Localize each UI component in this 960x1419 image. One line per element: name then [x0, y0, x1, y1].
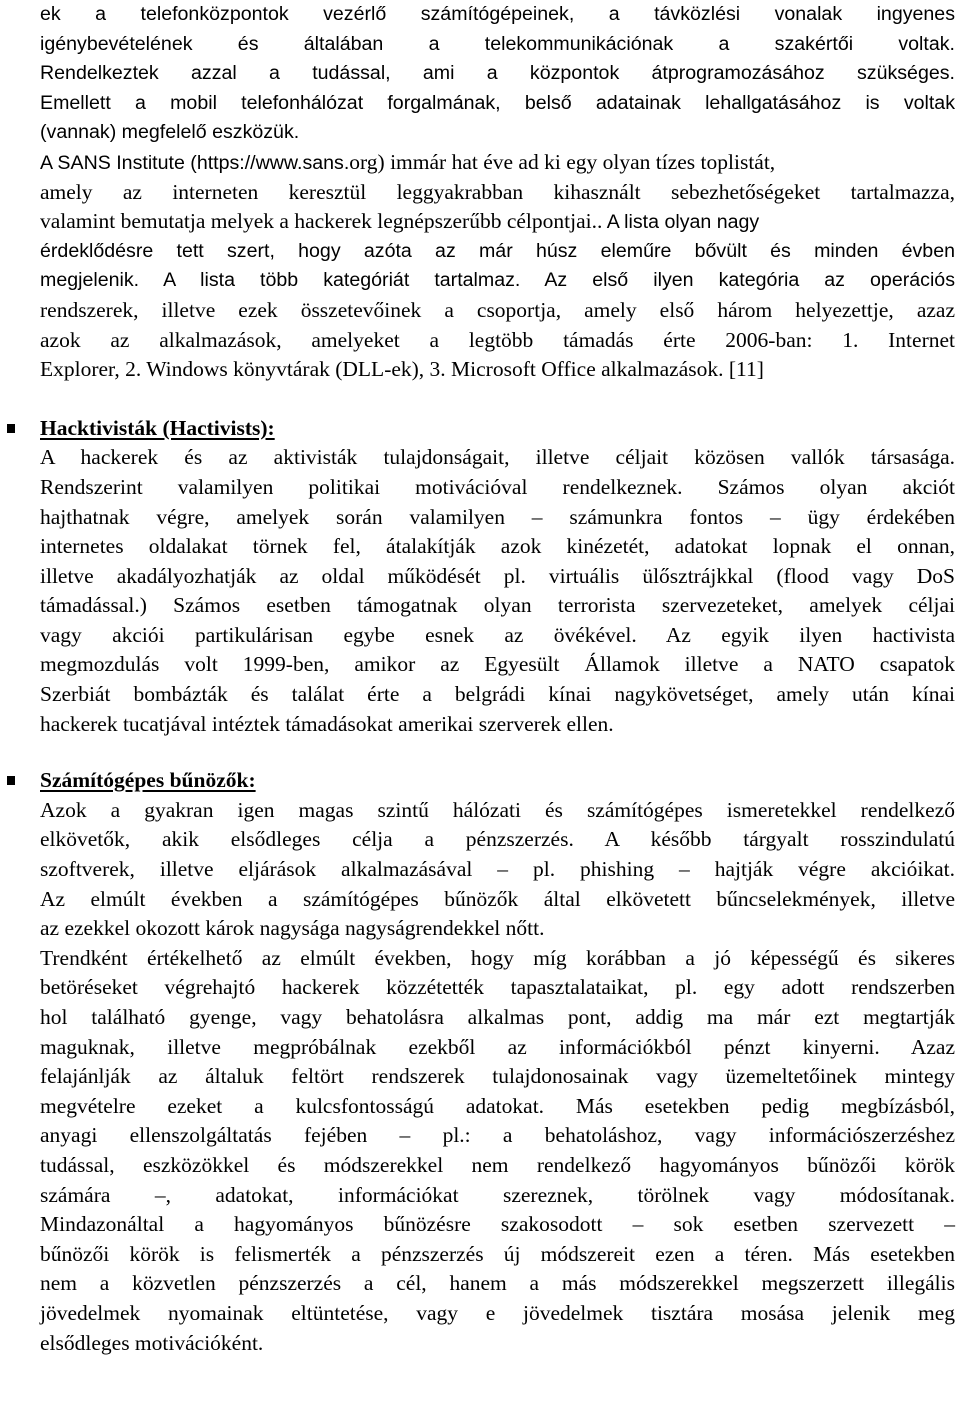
- toplist-text: org) immár hat éve ad ki egy olyan tízes toplistát,: [349, 149, 776, 174]
- intro-line: érdeklődésre tett szert, hogy azóta az már húsz eleműre bővült és minden évben: [40, 239, 955, 262]
- intro-line: megjelenik. A lista több kategóriát tartalmaz. Az első ilyen kategória az operációs: [40, 269, 955, 292]
- section-heading-cybercriminals: [40, 766, 955, 796]
- intro-line-mixed: [40, 148, 955, 178]
- section-title: Számítógépes bűnözők:: [40, 768, 256, 793]
- section-heading-hacktivists: [40, 414, 955, 444]
- hacktivists-line: hajthatnak végre, amelyek során valamilyen – számunkra fontos – ügy érdekében: [40, 504, 955, 529]
- criminals-line: számára –, adatokat, információkat szereznek, törölnek vagy módosítanak.: [40, 1182, 955, 1207]
- criminals-line: tudással, eszközökkel és módszerekkel nem rendelkező hagyományos bűnözői körök: [40, 1152, 955, 1177]
- hacktivists-line: támadással.) Számos esetben támogatnak olyan terrorista szervezeteket, amelyek céljai: [40, 593, 955, 618]
- criminals-line: bűnözői körök is felismerték a pénzszerzés új módszereit ezen a téren. Más esetekben: [40, 1241, 955, 1266]
- criminals-line: szoftverek, illetve eljárások alkalmazásával – pl. phishing – hajtják végre akcióikat.: [40, 857, 955, 882]
- criminals-line: felajánlják az általuk feltört rendszerek tulajdonosainak vagy üzemeltetőinek mintegy: [40, 1064, 955, 1089]
- intro-line: ek a telefonközpontok vezérlő számítógépeinek, a távközlési vonalak ingyenes: [40, 3, 955, 25]
- criminals-line: betöréseket végrehajtó hackerek közzétették tapasztalataikat, pl. egy adott rendszerben: [40, 975, 955, 1000]
- intro-line: azok az alkalmazások, amelyeket a legtöbb támadás érte 2006-ban: 1. Internet: [40, 327, 955, 352]
- targets-text: valamint bemutatja melyek a hackerek legnépszerűbb célpontjai..: [40, 209, 603, 234]
- list-interest-text: A lista olyan nagy: [602, 211, 760, 234]
- criminals-line: hol található gyenge, vagy behatolásra alkalmas pont, addig ma már ezt megtartják: [40, 1005, 955, 1029]
- criminals-line: nem a közvetlen pénzszerzés a cél, hanem a más módszerekkel megszerzett illegális: [40, 1271, 955, 1296]
- intro-line: Rendelkeztek azzal a tudással, ami a központok átprogramozásához szükséges.: [40, 62, 955, 85]
- criminals-line: Azok a gyakran igen magas szintű hálózati és számítógépes ismeretekkel rendelkező: [40, 797, 955, 822]
- hacktivists-line: hackerek tucatjával intéztek támadásokat amerikai szerverek ellen.: [40, 711, 614, 736]
- criminals-line: maguknak, illetve megpróbálnak ezekből az információkból pénzt kinyerni. Azaz: [40, 1034, 955, 1059]
- intro-line: igénybevételének és általában a telekommunikációnak a szakértői voltak.: [40, 32, 955, 55]
- hacktivists-line: Szerbiát bombázták és találat érte a belgrádi kínai nagykövetséget, amely után kínai: [40, 682, 955, 707]
- document-page: [40, 0, 955, 1358]
- criminals-line: az ezekkel okozott károk nagysága nagyságrendekkel nőtt.: [40, 916, 545, 941]
- criminals-line: Trendként értékelhető az elmúlt években, hogy míg korábban a jó képességű és sikeres: [40, 945, 955, 970]
- hacktivists-line: vagy akciói partikulárisan egybe esnek az övékével. Az egyik ilyen hactivista: [40, 622, 955, 647]
- intro-line: rendszerek, illetve ezek összetevőinek a csoportja, amely első három helyezettje, azaz: [40, 297, 955, 322]
- bullet-icon: [7, 424, 15, 433]
- hacktivists-line: Rendszerint valamilyen politikai motivációval rendelkeznek. Számos olyan akciót: [40, 474, 955, 499]
- hacktivists-line: internetes oldalakat törnek fel, átalakítják azok kinézetét, adatokat lopnak el onnan,: [40, 534, 955, 559]
- hacktivists-line: megmozdulás volt 1999-ben, amikor az Egyesült Államok illetve a NATO csapatok: [40, 652, 955, 677]
- hacktivists-line: illetve akadályozhatják az oldal működését pl. virtuális ülősztrájkkal (flood vagy DoS: [40, 563, 955, 588]
- criminals-line: jövedelmek nyomainak eltüntetése, vagy e jövedelmek tisztára mosása jelenik meg: [40, 1300, 955, 1325]
- hacktivists-line: A hackerek és az aktivisták tulajdonságait, illetve céljait közösen vallók társasága.: [40, 445, 955, 470]
- intro-line: Explorer, 2. Windows könyvtárak (DLL-ek), 3. Microsoft Office alkalmazások. [11]: [40, 357, 764, 382]
- intro-line: (vannak) megfelelő eszközük.: [40, 121, 300, 144]
- criminals-line: elkövetők, akik elsődleges célja a pénzszerzés. A később tárgyalt rosszindulatú: [40, 827, 955, 852]
- intro-line-mixed: [40, 207, 955, 237]
- criminals-line: Az elmúlt években a számítógépes bűnözők által elkövetett bűncselekmények, illetve: [40, 886, 955, 911]
- criminals-line: Mindazonáltal a hagyományos bűnözésre szakosodott – sok esetben szervezett –: [40, 1212, 955, 1237]
- sans-institute-text: A SANS Institute (https://www.sans.: [40, 151, 350, 174]
- intro-line: amely az interneten keresztül leggyakrabban kihasznált sebezhetőségeket tartalmazza,: [40, 179, 955, 204]
- criminals-line: anyagi ellenszolgáltatás fejében – pl.: a behatoláshoz, vagy információszerzéshez: [40, 1123, 955, 1148]
- criminals-line: megvételre ezeket a kulcsfontosságú adatokat. Más esetekben pedig megbízásból,: [40, 1093, 955, 1118]
- bullet-icon: [7, 776, 15, 785]
- criminals-line: elsődleges motivációként.: [40, 1330, 264, 1355]
- intro-line: Emellett a mobil telefonhálózat forgalmának, belső adatainak lehallgatásához is voltak: [40, 91, 955, 114]
- section-title: Hacktivisták (Hactivists):: [40, 415, 275, 440]
